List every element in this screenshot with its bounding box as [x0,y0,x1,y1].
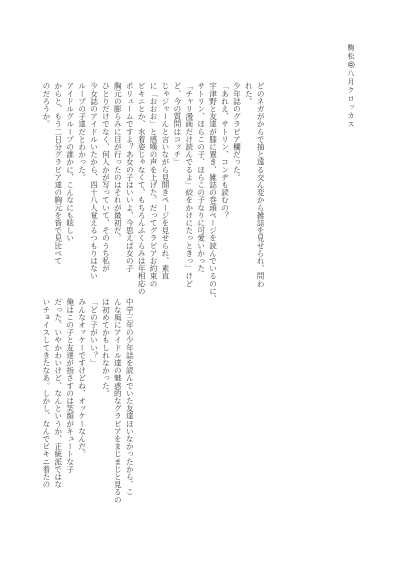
text-line: アイドルグループの誰かに、こんなにも眩しい [65,82,75,242]
text-line: れた。 [244,82,254,105]
text-line: ど、今の質問はコッチ」 [172,82,182,166]
text-line: いチョイスしてきたなあ。しかし、なんでビキニ着たの [41,298,51,488]
text-line: ループの子達だとわかった。 [77,82,87,181]
text-line: 俺はこの子と友達が指さすのは笑顔がキュートな子 [65,298,75,473]
page-title: 駒松@八月クロッカス [347,44,355,129]
text-line: 少年誌のグラビア欄だった。 [232,82,242,181]
text-line: は初めてかもしれなかった。 [101,298,111,397]
text-line: んな風にアイドル達の魅惑的なグラビアをまじまじと見るの [113,298,123,504]
text-line: 宇津野と友達が膝に置き、雑誌の巻頭ページを読んでいるのに、 [208,82,218,303]
text-line: 「チャリ漫画だけ読んでるよ」絞をかけにたっときっ」けど [184,82,194,288]
text-line: だった。いやかわいけど、なんというか、正統派ではな [53,298,63,488]
text-line: のだろうか。 [41,82,51,128]
text-line: 「あれえ、サトリン、コンヂも読むの？ [220,82,230,219]
text-line: サトリン、ほらこの子、ほらこの子なりに可愛いかった [196,82,206,272]
text-line: ひとりだけでなく、何人かが写っていて、そのうち私が [101,82,111,272]
upper-text-block [40,82,266,303]
text-line: どのネガがからで抽と遠る交ん変から雑誌を見せられ、問わ [256,82,266,288]
text-line: ポリュームですよ？あ女の子はいいよ、今思えば女の子 [125,82,135,272]
lower-text-block [40,298,135,526]
text-line: 中学三年の少年誌を読んでいた友達ほいなかったから、こ [125,298,135,496]
text-line: 胸元の膨らみに目が行ったのはそれが最初だ。 [113,82,123,242]
text-line: に「おおお」と感嘆の声を上げた。だってグラビアお約束の [149,82,159,288]
text-line: 「どの子がいい？」 [89,298,99,367]
text-line: からと、もう二日分グラビア達の胸元を皆で見比べて [53,82,63,265]
text-line: じゃジャーんと言いながら見開きページを見せられ、素直 [160,82,170,280]
text-line: みんなオッケーですけどね、オッケーなんだ。 [77,298,87,458]
text-line: 少女誌のアイドルいたから、四十八人覚えるつもりはない [89,82,99,280]
text-line: ビキニとか、水着姿じゃなくて、もちろんふくらみは年相応の [137,82,147,295]
